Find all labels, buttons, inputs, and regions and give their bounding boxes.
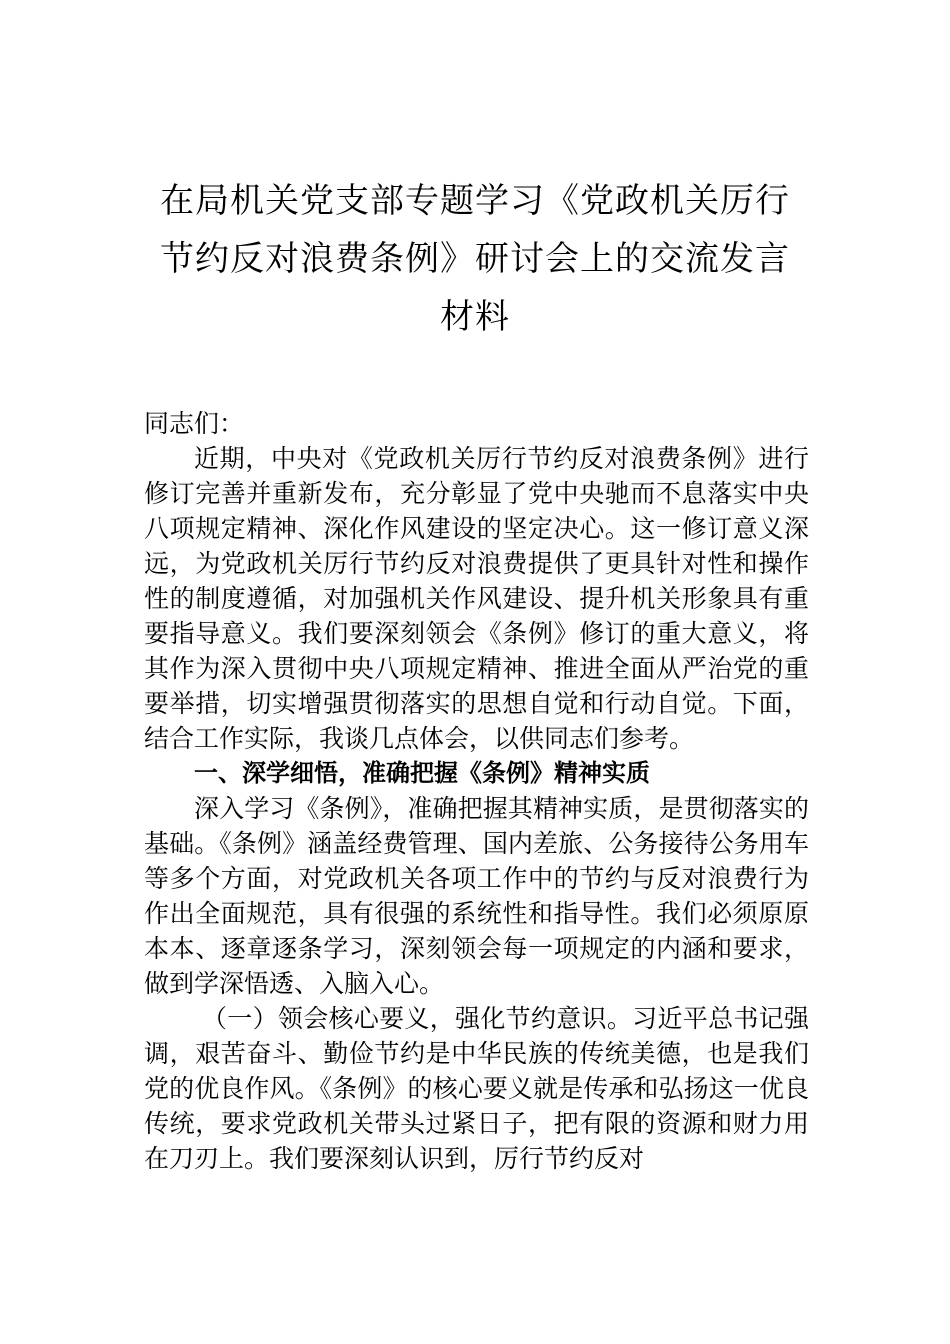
title-line-1: 在局机关党支部专题学习《党政机关厉行 bbox=[160, 181, 790, 221]
title-line-3: 材料 bbox=[440, 297, 510, 337]
salutation: 同志们： bbox=[144, 409, 245, 438]
document-title bbox=[130, 172, 820, 346]
document-body bbox=[144, 406, 809, 1176]
intro-paragraph: 近期，中央对《党政机关厉行节约反对浪费条例》进行修订完善并重新发布，充分彰显了党中央驰而不息落实中央八项规定精神、深化作风建设的坚定决心。这一修订意义深远，为党政机关厉行节约反对浪费提供了更具针对性和操作性的制度遵循，对加强机关作风建设、提升机关形象具有重要指导意义。我们要深刻领会《条例》修订的重大意义，将其作为深入贯彻中央八项规定精神、推进全面从严治党的重要举措，切实增强贯彻落实的思想自觉和行动自觉。下面，结合工作实际，我谈几点体会，以供同志们参考。 bbox=[144, 444, 809, 753]
section-heading-1: 一、深学细悟，准确把握《条例》精神实质 bbox=[194, 759, 650, 787]
section-1-paragraph: 深入学习《条例》，准确把握其精神实质，是贯彻落实的基础。《条例》涵盖经费管理、国内差旅、公务接待公务用车等多个方面，对党政机关各项工作中的节约与反对浪费行为作出全面规范，具有很强的系统性和指导性。我们必须原原本本、逐章逐条学习，深刻领会每一项规定的内涵和要求，做到学深悟透、入脑入心。 bbox=[144, 794, 809, 998]
title-line-2: 节约反对浪费条例》研讨会上的交流发言 bbox=[160, 239, 790, 279]
subsection-1-paragraph: （一）领会核心要义，强化节约意识。习近平总书记强调，艰苦奋斗、勤俭节约是中华民族的传统美德，也是我们党的优良作风。《条例》的核心要义就是传承和弘扬这一优良传统，要求党政机关带头过紧日子，把有限的资源和财力用在刀刃上。我们要深刻认识到，厉行节约反对 bbox=[144, 1004, 809, 1173]
